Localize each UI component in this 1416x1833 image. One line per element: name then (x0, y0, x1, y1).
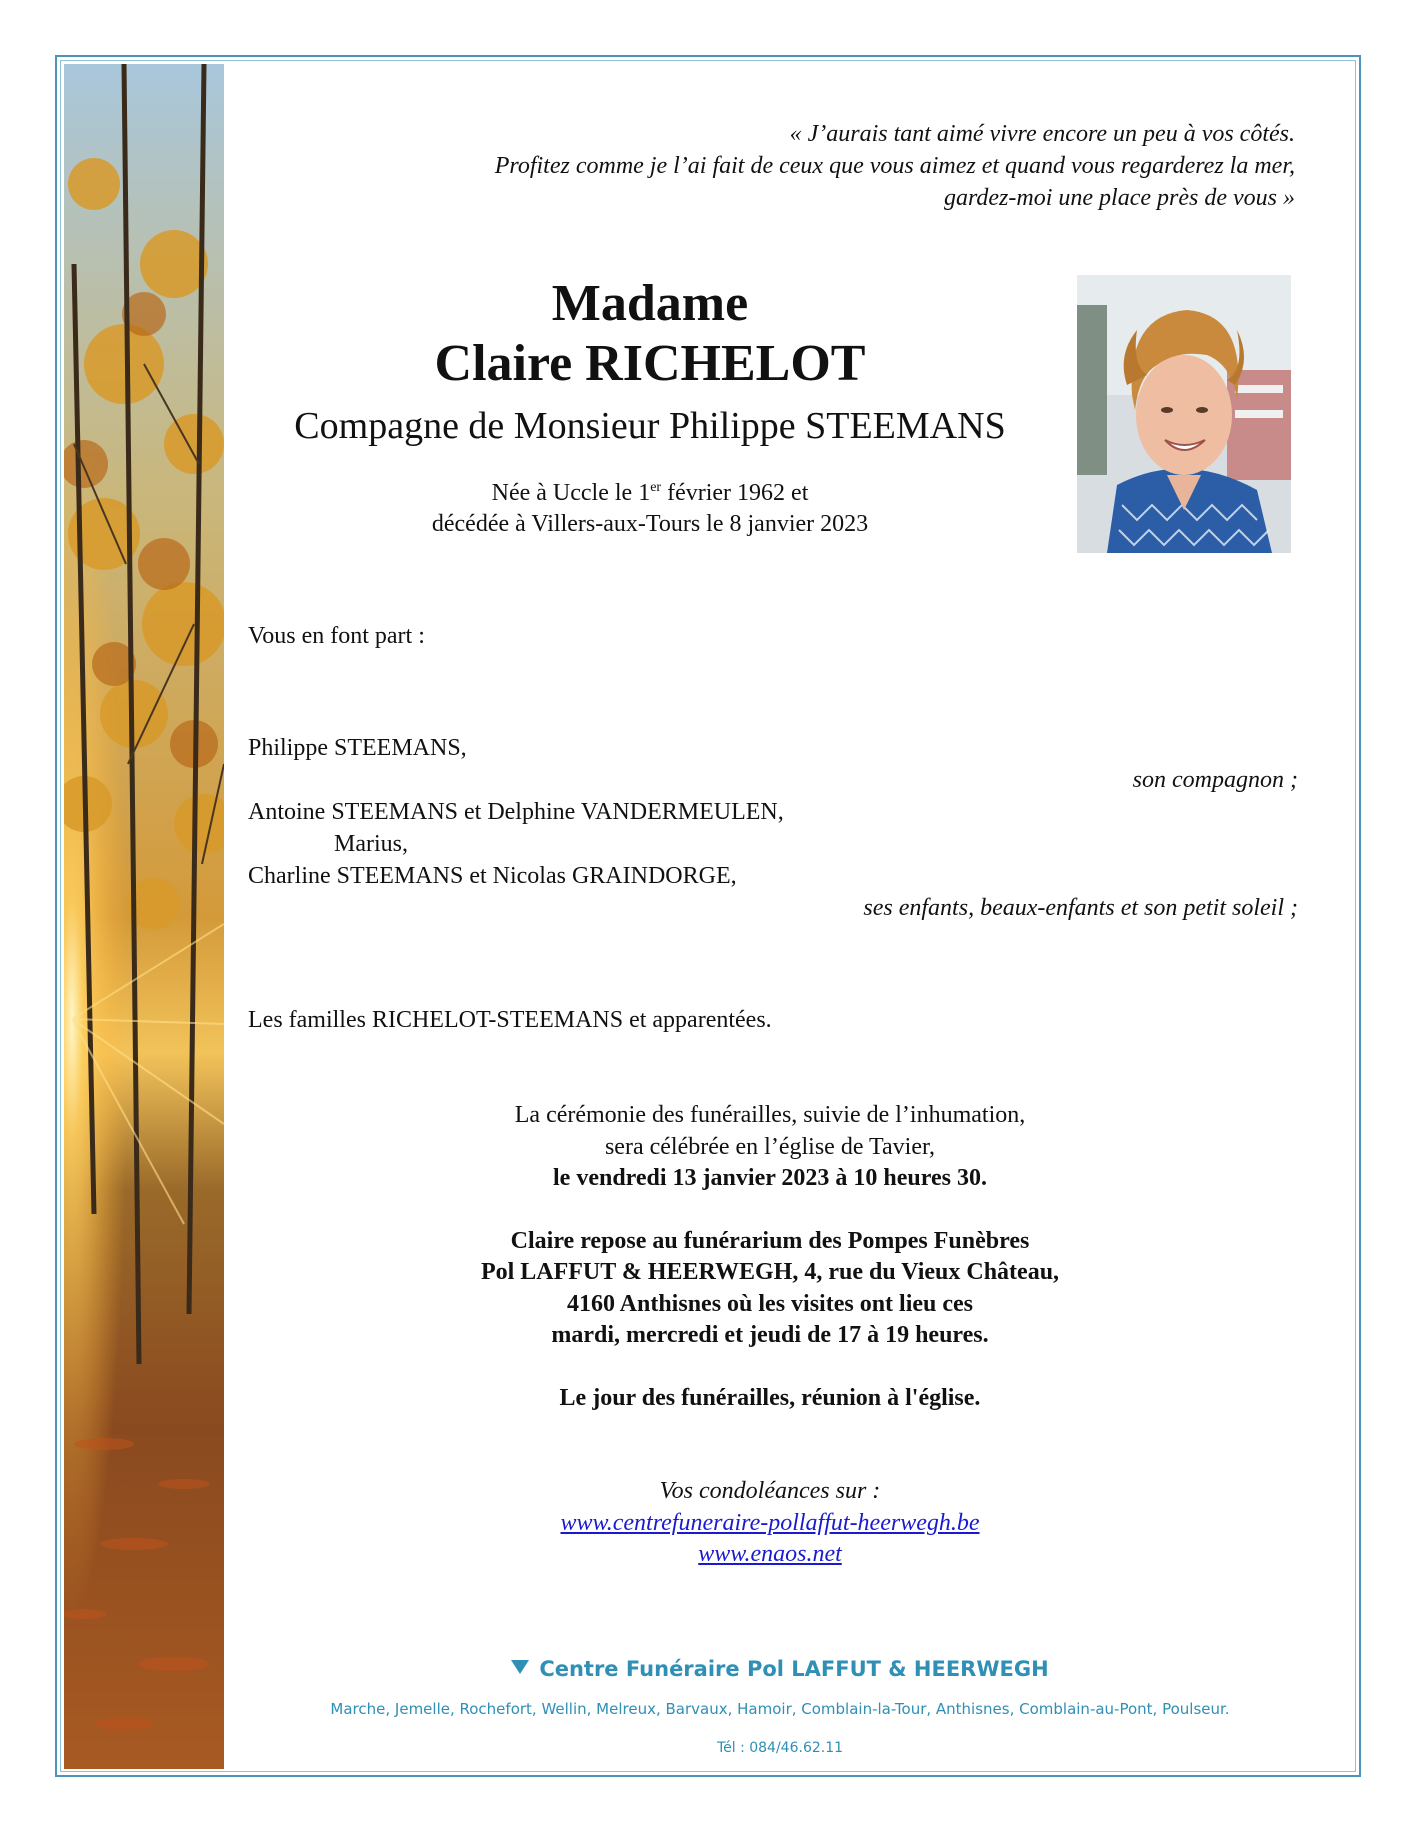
families-line: Les familles RICHELOT-STEEMANS et apparentées. (248, 1007, 772, 1033)
spacer (300, 1445, 1240, 1476)
announce-intro: Vous en font part : (248, 623, 425, 649)
epigraph-quote (300, 118, 1295, 214)
honorific: Madame (551, 275, 749, 332)
footer-title (250, 1655, 1310, 1683)
quote-line: Profitez comme je l’ai fait de ceux que vous aimez et quand vous regarderez la mer, (494, 153, 1295, 179)
child-line: Antoine STEEMANS et Delphine VANDERMEULEN, (248, 799, 784, 825)
visitation-line: Claire repose au funérarium des Pompes Funèbres (510, 1227, 1030, 1254)
condolences-label: Vos condoléances sur : (659, 1478, 881, 1504)
quote-line: « J’aurais tant aimé vivre encore un peu à vos côtés. (789, 121, 1295, 147)
footer-phone: Tél : 084/46.62.11 (716, 1740, 844, 1756)
children-role: ses enfants, beaux-enfants et son petit soleil ; (863, 895, 1298, 921)
funeral-center-footer (250, 1655, 1310, 1757)
visitation-line: 4160 Anthisnes où les visites ont lieu ces (566, 1290, 974, 1317)
spacer (248, 652, 1298, 732)
quote-line: gardez-moi une place près de vous » (943, 185, 1295, 211)
visitation-line: Pol LAFFUT & HEERWEGH, 4, rue du Vieux Château, (480, 1259, 1060, 1285)
deceased-header (250, 274, 1050, 540)
enaos-link[interactable]: www.enaos.net (698, 1541, 842, 1567)
birth-line (250, 478, 1050, 509)
autumn-forest-banner (64, 64, 224, 1769)
portrait-photo (1077, 275, 1291, 553)
spacer (300, 1195, 1240, 1226)
meeting-line: Le jour des funérailles, réunion à l'église. (559, 1384, 981, 1411)
child-line: Charline STEEMANS et Nicolas GRAINDORGE, (248, 863, 737, 889)
partner-role: son compagnon ; (1132, 767, 1298, 793)
ceremony-line: sera célébrée en l’église de Tavier, (604, 1133, 936, 1160)
ceremony-date: le vendredi 13 janvier 2023 à 10 heures 30. (553, 1165, 987, 1191)
birth-suffix: février 1962 et (661, 480, 809, 506)
down-triangle-icon (511, 1660, 529, 1674)
funeral-center-link[interactable]: www.centrefuneraire-pollaffut-heerwegh.be (560, 1509, 980, 1536)
ceremony-details (300, 1100, 1240, 1571)
visitation-line: mardi, mercredi et jeudi de 17 à 19 heures. (551, 1322, 989, 1348)
death-line: décédée à Villers-aux-Tours le 8 janvier 2023 (431, 511, 869, 537)
birth-prefix: Née à Uccle le 1 (491, 480, 651, 506)
spacer (300, 1414, 1240, 1445)
partner-name: Philippe STEEMANS, (248, 735, 467, 761)
family-announcement (248, 620, 1298, 1036)
ceremony-line: La cérémonie des funérailles, suivie de l’inhumation, (514, 1102, 1026, 1128)
grandchild-line: Marius, (334, 831, 408, 857)
deceased-name: Claire RICHELOT (434, 335, 866, 392)
spacer (248, 924, 1298, 1004)
birth-ordinal: er (650, 480, 662, 495)
partner-line: Compagne de Monsieur Philippe STEEMANS (294, 405, 1006, 447)
spacer (300, 1352, 1240, 1383)
life-dates (250, 478, 1050, 540)
footer-title-text: Centre Funéraire Pol LAFFUT & HEERWEGH (539, 1657, 1049, 1681)
footer-locations: Marche, Jemelle, Rochefort, Wellin, Melreux, Barvaux, Hamoir, Comblain-la-Tour, Anthisnes, Comblain-au-Pont, Poulseur. (330, 1700, 1230, 1718)
